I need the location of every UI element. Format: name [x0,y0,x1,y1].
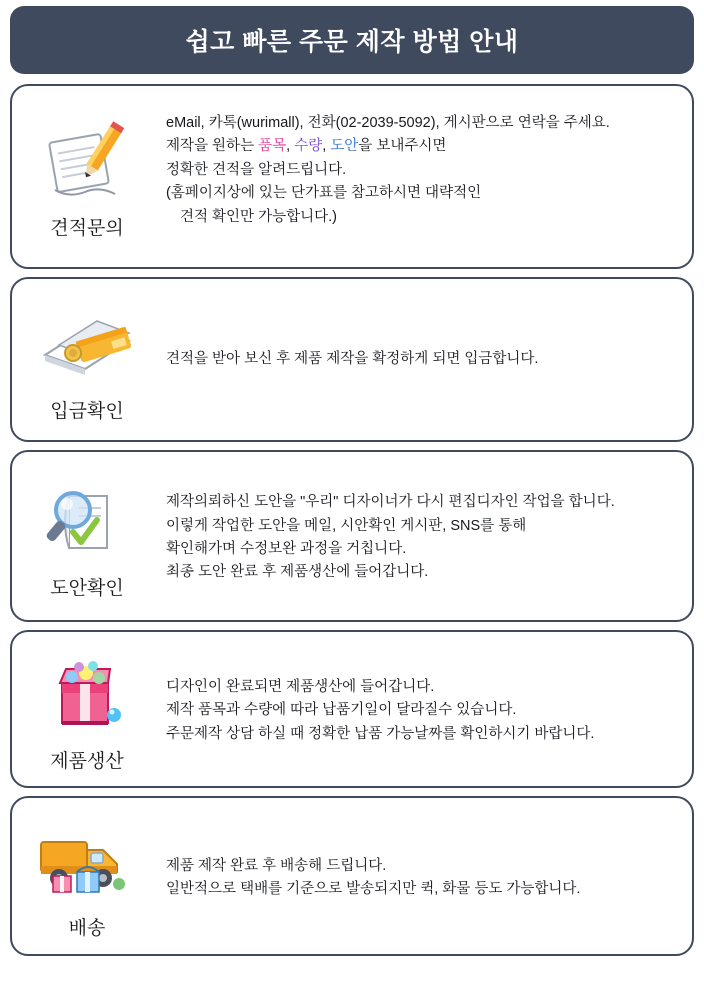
step-text-line: 이렇게 작업한 도안을 메일, 시안확인 게시판, SNS를 통해 [166,517,527,534]
step-card-estimate [10,84,694,269]
step-text-line: 정확한 견적을 알려드립니다. [166,161,347,178]
step-icon-area [12,798,162,954]
step-text-line: 견적을 받아 보신 후 제품 제작을 확정하게 되면 입금합니다. [166,350,539,367]
step-label: 제품생산 [50,750,124,772]
step-label: 배송 [68,917,106,939]
highlight-quantity: 수량 [294,138,323,155]
step-text-line: (홈페이지상에 있는 단가표를 참고하시면 대략적인 [166,185,482,202]
step-icon-area [12,86,162,267]
step-label: 도안확인 [50,577,124,599]
step-text-line: 제작 품목과 수량에 따라 납품기일이 달라질수 있습니다. [166,702,517,719]
step-text-line: 일반적으로 택배를 기준으로 발송되지만 퀵, 화물 등도 가능합니다. [166,881,581,897]
step-text-line: 주문제작 상담 하실 때 정확한 납품 가능날짜를 확인하시기 바랍니다. [166,725,595,742]
step-card-design-check [10,450,694,622]
step-text-area [162,636,692,786]
step-text-area [162,456,692,620]
step-text-area [162,802,692,954]
card-payment-icon [37,302,137,388]
step-text-line-highlighted: 제작을 원하는 품목, 수량, 도안을 보내주시면 [166,138,447,155]
step-card-payment [10,277,694,442]
magnifier-document-icon [39,479,135,565]
step-text-line: eMail, 카톡(wurimall), 전화(02-2039-5092), 게시판으로 연락을 주세요. [166,115,610,131]
steps-list [10,84,694,956]
step-icon-area [12,279,162,440]
step-card-production [10,630,694,788]
page-title: 쉽고 빠른 주문 제작 방법 안내 [185,28,519,56]
step-text-line: 제작의뢰하신 도안을 "우리" 디자이너가 다시 편집디자인 작업을 합니다. [166,494,615,511]
step-text-line: 확인해가며 수정보완 과정을 거칩니다. [166,541,407,557]
step-text-line: 견적 확인만 가능합니다.) [180,208,337,225]
step-card-delivery [10,796,694,956]
step-text-area [162,279,692,440]
step-icon-area [12,452,162,620]
gift-box-icon [42,652,132,738]
step-text-line: 최종 도안 완료 후 제품생산에 들어갑니다. [166,564,429,581]
pencil-document-icon [39,119,135,205]
step-text-area [162,108,692,267]
step-label: 견적문의 [50,218,124,239]
delivery-truck-icon [33,819,141,905]
highlight-item: 품목 [258,138,287,155]
step-icon-area [12,632,162,786]
highlight-design: 도안 [330,138,359,155]
step-label: 입금확인 [50,401,124,422]
page-header [10,6,694,74]
step-text-line: 디자인이 완료되면 제품생산에 들어갑니다. [166,678,435,695]
step-text-line: 제품 제작 완료 후 배송해 드립니다. [166,857,387,874]
